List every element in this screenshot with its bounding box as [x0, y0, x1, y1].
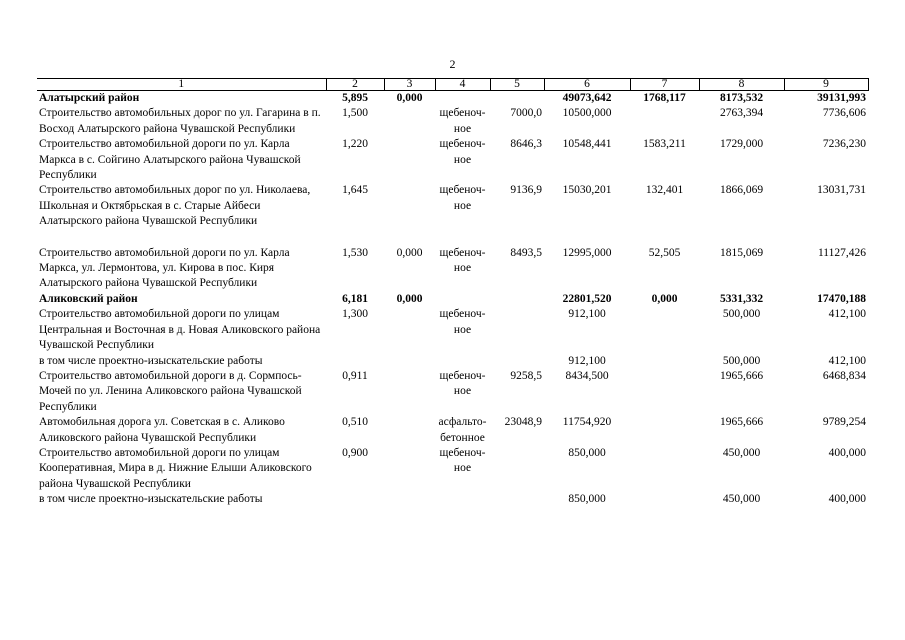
col3-cell	[384, 369, 435, 415]
column-header: 3	[384, 79, 435, 91]
unit-cost-cell: 8646,3	[510, 138, 542, 151]
col8-cell: 2763,394	[719, 107, 764, 120]
total-cell: 8434,500	[565, 369, 609, 382]
length-km-cell: 1,530	[342, 246, 368, 259]
unit-cost-cell	[490, 492, 544, 507]
surface-type-cell: асфальто-бетонное	[438, 416, 487, 444]
col9-cell: 13031,731	[817, 184, 866, 197]
col8-cell: 5331,332	[719, 292, 764, 305]
surface-type-cell: щебеноч-ное	[439, 107, 486, 135]
column-header: 7	[630, 79, 699, 91]
description-cell: Аликовский район	[39, 292, 138, 305]
table-row	[37, 354, 868, 369]
col8-cell: 8173,532	[719, 92, 764, 104]
col7-cell	[630, 415, 699, 446]
col9-cell: 11127,426	[817, 246, 866, 259]
description-cell: Автомобильная дорога ул. Советская в с. Аликово Аликовского района Чувашской Республики	[39, 416, 285, 444]
col3-cell	[384, 446, 435, 492]
col8-cell: 450,000	[722, 446, 761, 459]
col8-cell: 500,000	[722, 354, 761, 367]
page-number: 2	[449, 57, 456, 71]
district-total-row	[37, 292, 868, 307]
description-cell: Строительство автомобильной дороги по улицам Кооперативная, Мира в д. Нижние Елыши Аликовского района Чувашской Республики	[39, 446, 312, 490]
col8-cell: 1965,666	[719, 369, 764, 382]
surface-type-cell	[435, 292, 490, 307]
col9-cell: 7736,606	[822, 107, 866, 120]
table-row	[37, 415, 868, 446]
col7-cell	[630, 106, 699, 137]
col7-cell: 0,000	[651, 292, 678, 305]
road-construction-table	[37, 78, 869, 508]
unit-cost-cell	[490, 292, 544, 307]
table-row	[37, 307, 868, 353]
total-cell: 850,000	[568, 493, 606, 506]
table-row	[37, 369, 868, 415]
col8-cell: 1866,069	[719, 184, 764, 197]
surface-type-cell	[435, 91, 490, 107]
surface-type-cell: щебеноч-ное	[439, 246, 486, 275]
col3-cell	[384, 354, 435, 369]
length-km-cell	[326, 492, 384, 507]
length-km-cell: 6,181	[342, 292, 368, 305]
total-cell: 12995,000	[562, 246, 612, 259]
col9-cell: 6468,834	[822, 369, 866, 382]
description-cell: в том числе проектно-изыскательские работы	[39, 493, 263, 506]
col9-cell: 412,100	[828, 308, 866, 321]
col3-cell	[384, 415, 435, 446]
col7-cell: 132,401	[645, 184, 684, 197]
col3-cell	[384, 307, 435, 353]
length-km-cell: 1,300	[342, 308, 368, 321]
length-km-cell: 1,220	[342, 138, 368, 151]
col7-cell: 1768,117	[643, 92, 686, 104]
column-header: 5	[490, 79, 544, 91]
surface-type-cell: щебеноч-ное	[439, 138, 486, 166]
unit-cost-cell: 9258,5	[510, 369, 542, 382]
total-cell: 10500,000	[562, 107, 612, 120]
col9-cell: 400,000	[828, 446, 866, 459]
col3-cell	[384, 183, 435, 245]
col8-cell: 1815,069	[719, 246, 764, 259]
column-header: 8	[699, 79, 784, 91]
col3-cell: 0,000	[396, 246, 423, 259]
total-cell: 49073,642	[562, 92, 612, 104]
length-km-cell: 0,510	[342, 416, 368, 429]
col9-cell: 9789,254	[822, 416, 866, 429]
col3-cell	[384, 492, 435, 507]
total-cell: 11754,920	[562, 416, 612, 429]
col8-cell: 500,000	[722, 308, 761, 321]
table-row	[37, 183, 868, 245]
table-row	[37, 137, 868, 183]
table-row	[37, 446, 868, 492]
total-cell: 850,000	[568, 446, 606, 459]
description-cell: Строительство автомобильной дороги в д. Сормпось-Мочей по ул. Ленина Аликовского района Чувашской Республики	[39, 369, 302, 413]
description-cell: Строительство автомобильной дороги по ул. Карла Маркса в с. Сойгино Алатырского района Чувашской Республики	[39, 138, 301, 182]
column-header: 4	[435, 79, 490, 91]
col9-cell: 17470,188	[817, 292, 866, 305]
table-row	[37, 246, 868, 292]
col3-cell: 0,000	[396, 292, 423, 305]
total-cell: 15030,201	[562, 184, 612, 197]
col7-cell	[630, 307, 699, 353]
column-header: 1	[37, 79, 326, 91]
length-km-cell: 1,500	[342, 107, 368, 120]
surface-type-cell: щебеноч-ное	[439, 446, 486, 475]
col9-cell: 412,100	[828, 354, 866, 367]
column-header: 2	[326, 79, 384, 91]
column-header: 6	[544, 79, 630, 91]
unit-cost-cell	[490, 307, 544, 353]
surface-type-cell: щебеноч-ное	[439, 184, 486, 212]
table-row	[37, 492, 868, 507]
col3-cell	[384, 106, 435, 137]
unit-cost-cell	[490, 446, 544, 492]
col8-cell: 1729,000	[719, 138, 764, 151]
col9-cell: 400,000	[828, 493, 866, 506]
col3-cell	[384, 137, 435, 183]
surface-type-cell: щебеноч-ное	[439, 369, 486, 398]
table-row	[37, 106, 868, 137]
col3-cell: 0,000	[396, 92, 423, 104]
description-cell: в том числе проектно-изыскательские работы	[39, 354, 263, 367]
col8-cell: 1965,666	[719, 416, 764, 429]
col8-cell: 450,000	[722, 493, 761, 506]
description-cell: Строительство автомобильных дорог по ул. Николаева, Школьная и Октябрьская в с. Старые Айбеси Алатырского района Чувашской Республики	[39, 184, 311, 228]
total-cell: 10548,441	[562, 138, 612, 151]
col9-cell: 39131,993	[817, 92, 866, 104]
length-km-cell: 0,911	[342, 369, 368, 382]
col7-cell: 1583,211	[643, 138, 686, 151]
unit-cost-cell: 8493,5	[510, 246, 542, 259]
length-km-cell: 1,645	[342, 184, 368, 197]
unit-cost-cell: 7000,0	[510, 107, 542, 120]
total-cell: 22801,520	[562, 292, 612, 305]
surface-type-cell	[435, 354, 490, 369]
unit-cost-cell	[490, 354, 544, 369]
col9-cell: 7236,230	[822, 138, 866, 151]
table-body	[37, 79, 868, 508]
unit-cost-cell	[490, 91, 544, 107]
length-km-cell: 5,895	[342, 92, 368, 104]
unit-cost-cell: 23048,9	[504, 416, 542, 429]
col7-cell	[630, 354, 699, 369]
description-cell: Строительство автомобильной дороги по улицам Центральная и Восточная в д. Новая Аликовского района Чувашской Республики	[39, 308, 321, 352]
col7-cell	[630, 492, 699, 507]
description-cell: Строительство автомобильной дороги по ул. Карла Маркса, ул. Лермонтова, ул. Кирова в пос. Киря Алатырского района Чувашской Республики	[39, 246, 290, 290]
col7-cell: 52,505	[648, 246, 681, 259]
total-cell: 912,100	[568, 308, 606, 321]
length-km-cell	[326, 354, 384, 369]
unit-cost-cell: 9136,9	[510, 184, 542, 197]
col7-cell	[630, 446, 699, 492]
surface-type-cell	[435, 492, 490, 507]
length-km-cell: 0,900	[342, 446, 368, 459]
header-row	[37, 79, 868, 91]
column-header: 9	[784, 79, 868, 91]
district-total-row	[37, 91, 868, 107]
description-cell: Строительство автомобильных дорог по ул. Гагарина в п. Восход Алатырского района Чувашской Республики	[39, 107, 321, 135]
total-cell: 912,100	[568, 354, 606, 367]
surface-type-cell: щебеноч-ное	[439, 308, 486, 336]
col7-cell	[630, 369, 699, 415]
description-cell: Алатырский район	[39, 92, 140, 104]
